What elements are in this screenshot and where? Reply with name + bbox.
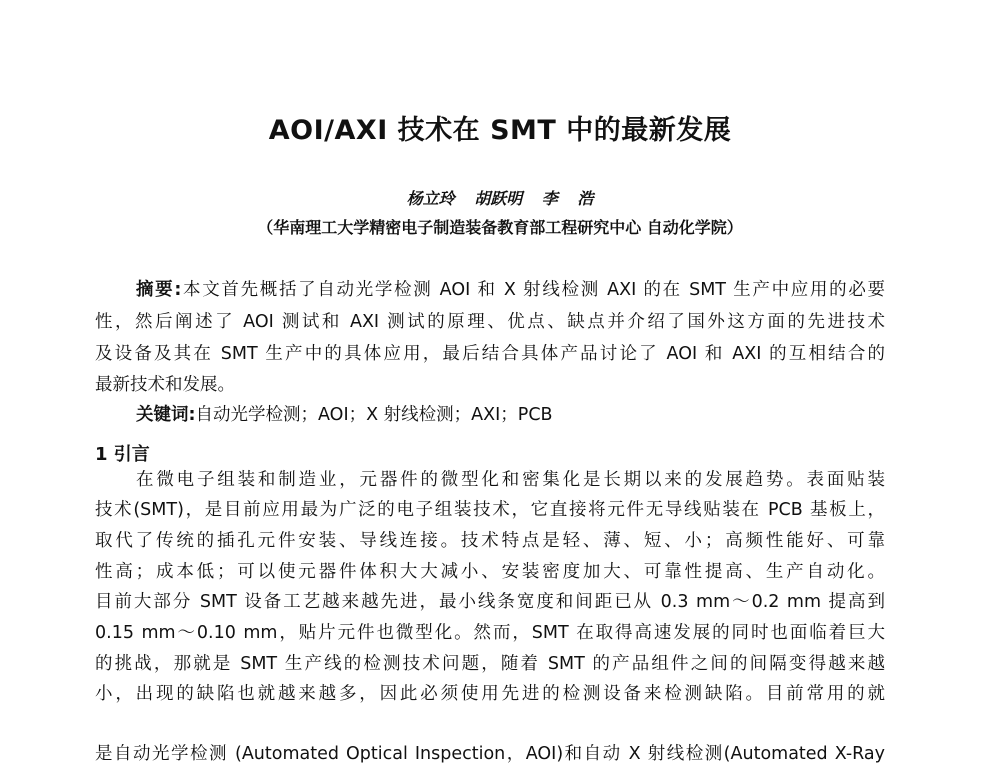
body-line: 在微电子组装和制造业，元器件的微型化和密集化是长期以来的发展趋势。表面贴装 bbox=[136, 470, 885, 490]
body-line: 小，出现的缺陷也就越来越多，因此必须使用先进的检测设备来检测缺陷。目前常用的就 bbox=[95, 684, 885, 704]
abstract-line: 及设备及其在 SMT 生产中的具体应用，最后结合具体产品讨论了 AOI 和 AXI 的互相结合的 bbox=[95, 344, 885, 364]
keywords-label: 关键词: bbox=[136, 405, 196, 425]
paper-title: AOI/AXI 技术在 SMT 中的最新发展 bbox=[268, 115, 732, 146]
abstract-line: 最新技术和发展。 bbox=[95, 375, 235, 395]
abstract-label: 摘要: bbox=[136, 280, 182, 300]
body-line: 0.15 mm～0.10 mm，贴片元件也微型化。然而，SMT 在取得高速发展的同时也面临着巨大 bbox=[95, 623, 885, 643]
body-line: 取代了传统的插孔元件安装、导线连接。技术特点是轻、薄、短、小；高频性能好、可靠 bbox=[95, 531, 885, 551]
abstract-line bbox=[136, 278, 885, 302]
affiliation: （华南理工大学精密电子制造装备教育部工程研究中心 自动化学院） bbox=[257, 218, 743, 237]
section-heading: 1 引言 bbox=[95, 444, 150, 465]
body-line: 是自动光学检测 (Automated Optical Inspection，AOI)和自动 X 射线检测(Automated X-Ray bbox=[95, 744, 885, 764]
authors: 杨立玲 胡跃明 李 浩 bbox=[406, 189, 594, 208]
body-line: 目前大部分 SMT 设备工艺越来越先进，最小线条宽度和间距已从 0.3 mm～0.2 mm 提高到 bbox=[95, 592, 885, 612]
abstract-line: 性，然后阐述了 AOI 测试和 AXI 测试的原理、优点、缺点并介绍了国外这方面的先进技术 bbox=[95, 312, 885, 332]
keywords-text: 自动光学检测；AOI；X 射线检测；AXI；PCB bbox=[195, 405, 553, 425]
keywords bbox=[136, 403, 885, 427]
body-line: 的挑战，那就是 SMT 生产线的检测技术问题，随着 SMT 的产品组件之间的间隔变得越来越 bbox=[95, 654, 885, 674]
abstract-text: 本文首先概括了自动光学检测 AOI 和 X 射线检测 AXI 的在 SMT 生产中应用的必要 bbox=[181, 280, 885, 300]
body-line: 技术(SMT)，是目前应用最为广泛的电子组装技术，它直接将元件无导线贴装在 PCB 基板上， bbox=[95, 500, 885, 520]
body-line: 性高；成本低；可以使元器件体积大大减小、安装密度加大、可靠性提高、生产自动化。 bbox=[95, 562, 885, 582]
